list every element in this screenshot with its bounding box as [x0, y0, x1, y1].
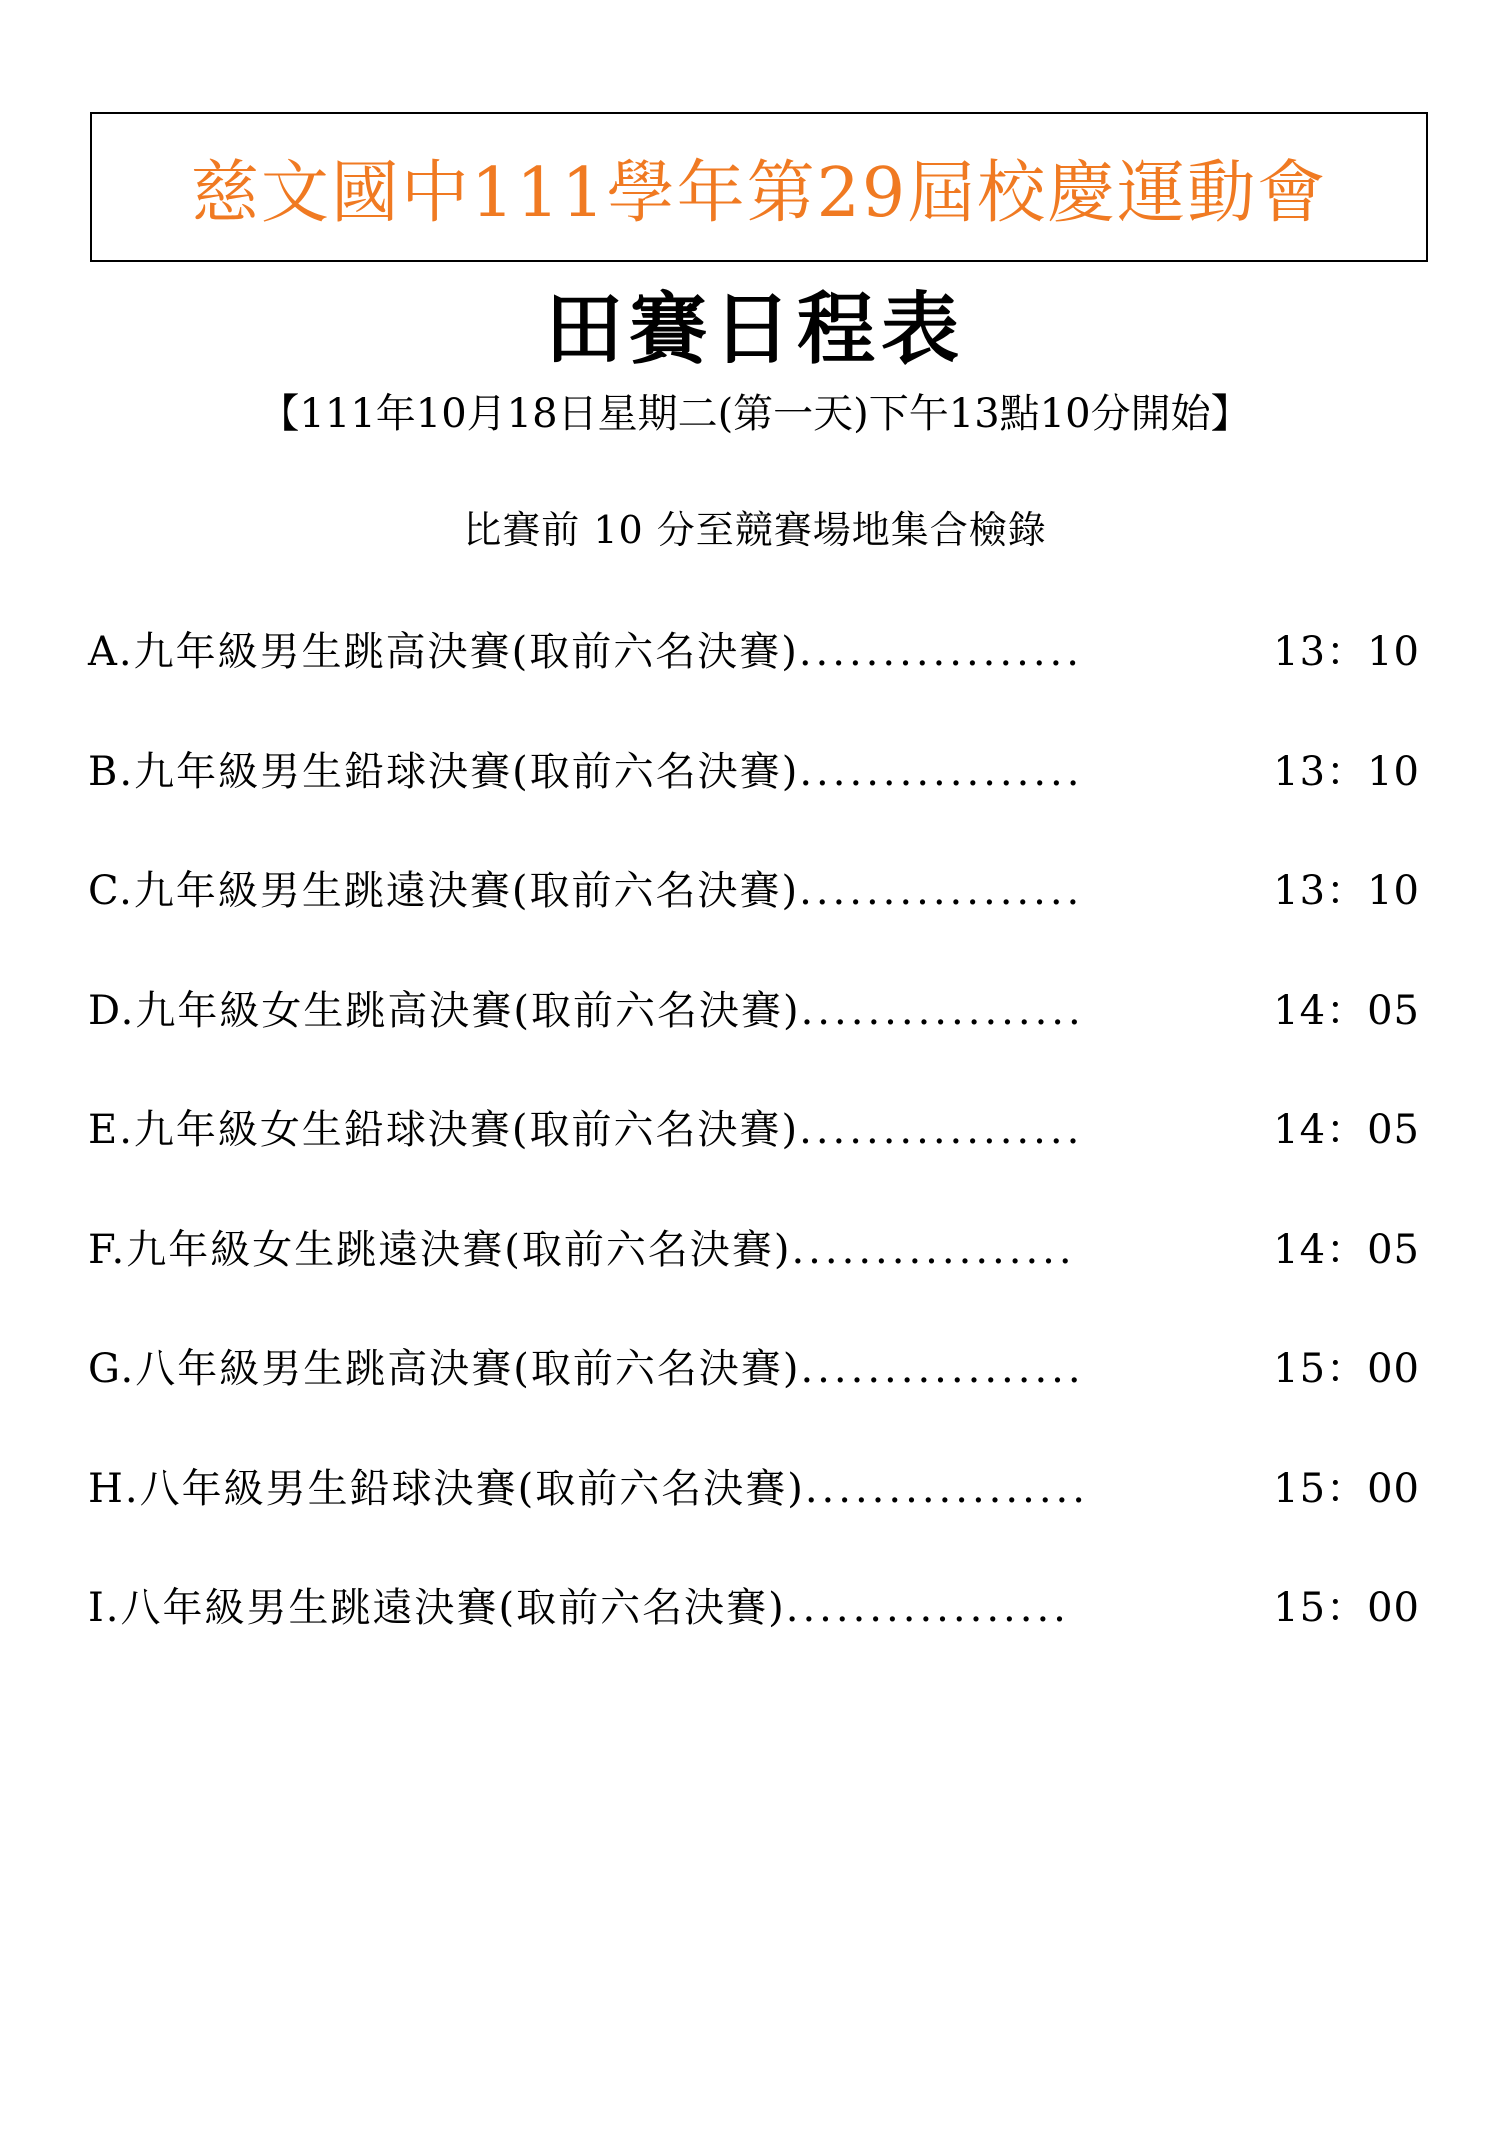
event-schedule [88, 625, 1420, 1701]
page-heading: 田賽日程表 [544, 284, 965, 375]
title-box [90, 112, 1428, 262]
event-label: G.八年級男生跳高決賽(取前六名決賽) [88, 1346, 801, 1392]
event-label: H.八年級男生鉛球決賽(取前六名決賽) [88, 1465, 805, 1512]
event-row-g [88, 1342, 1420, 1462]
event-time: 15：00 [1273, 1465, 1420, 1512]
dot-leader: ................. [799, 868, 1084, 914]
dot-leader: ................. [804, 1465, 1089, 1512]
event-row-e [88, 1103, 1420, 1223]
event-label: B.九年級男生鉛球決賽(取前六名決賽) [88, 748, 800, 795]
event-label: E.九年級女生鉛球決賽(取前六名決賽) [88, 1107, 800, 1153]
event-row-f [88, 1223, 1420, 1343]
event-time: 14：05 [1273, 1107, 1420, 1153]
dot-leader: ................. [791, 1226, 1076, 1273]
event-time: 13：10 [1273, 629, 1420, 675]
event-label: F.九年級女生跳遠決賽(取前六名決賽) [88, 1226, 792, 1273]
event-time: 13：10 [1273, 748, 1420, 795]
event-time: 14：05 [1273, 987, 1420, 1034]
dot-leader: ................. [800, 1346, 1085, 1392]
event-time: 15：00 [1273, 1346, 1420, 1392]
event-label: D.九年級女生跳高決賽(取前六名決賽) [88, 987, 801, 1034]
event-time: 15：00 [1273, 1585, 1420, 1631]
event-row-i [88, 1581, 1420, 1701]
event-row-d [88, 984, 1420, 1104]
date-line: 【111年10月18日星期二(第一天)下午13點10分開始】 [259, 391, 1251, 437]
dot-leader: ................. [799, 1107, 1084, 1153]
dot-leader: ................. [800, 987, 1085, 1034]
event-row-h [88, 1462, 1420, 1582]
school-title: 慈文國中111學年第29屆校慶運動會 [190, 153, 1328, 233]
event-label: A.九年級男生跳高決賽(取前六名決賽) [88, 629, 799, 675]
dot-leader: ................. [799, 748, 1084, 795]
event-row-a [88, 625, 1420, 745]
event-row-b [88, 745, 1420, 865]
dot-leader: ................. [785, 1585, 1070, 1631]
event-time: 14：05 [1273, 1226, 1420, 1273]
event-label: C.九年級男生跳遠決賽(取前六名決賽) [88, 868, 800, 914]
event-time: 13：10 [1273, 868, 1420, 914]
event-label: I.八年級男生跳遠決賽(取前六名決賽) [88, 1585, 786, 1631]
event-row-c [88, 864, 1420, 984]
assembly-notice: 比賽前 10 分至競賽場地集合檢錄 [463, 508, 1047, 552]
dot-leader: ................. [798, 629, 1083, 675]
